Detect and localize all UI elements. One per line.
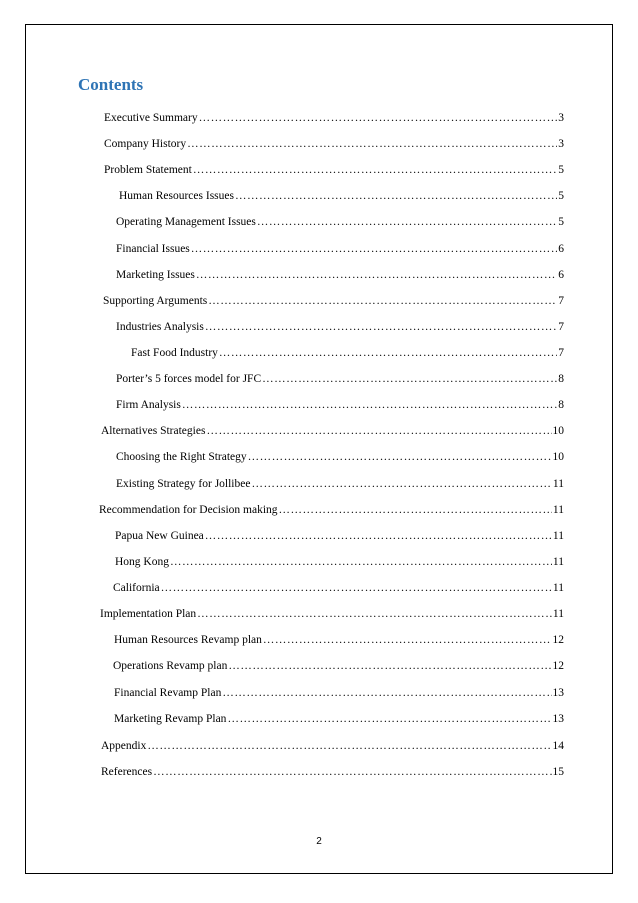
toc-entry[interactable] <box>116 216 564 230</box>
toc-dot-leader <box>248 451 552 463</box>
toc-dot-leader <box>196 269 557 281</box>
toc-entry[interactable] <box>116 451 564 465</box>
toc-entry-label: Financial Revamp Plan <box>114 687 222 699</box>
toc-entry-page: 14 <box>552 740 564 752</box>
toc-entry-page: 11 <box>552 608 564 620</box>
toc-entry-page: 11 <box>552 582 564 594</box>
toc-entry-label: Appendix <box>101 740 147 752</box>
toc-entry-label: Alternatives Strategies <box>101 425 206 437</box>
toc-entry[interactable] <box>116 399 564 413</box>
toc-entry[interactable] <box>101 766 564 780</box>
toc-entry-label: Existing Strategy for Jollibee <box>116 478 251 490</box>
toc-entry[interactable] <box>114 713 564 727</box>
toc-entry-label: Human Resources Revamp plan <box>114 634 262 646</box>
toc-dot-leader <box>182 399 557 411</box>
toc-entry[interactable] <box>113 660 564 674</box>
toc-entry-page: 10 <box>552 425 564 437</box>
toc-entry[interactable] <box>116 269 564 283</box>
toc-entry-page: 6 <box>558 243 564 255</box>
toc-entry[interactable] <box>113 582 564 596</box>
toc-entry-label: Hong Kong <box>115 556 169 568</box>
toc-entry-label: Fast Food Industry <box>131 347 218 359</box>
toc-entry[interactable] <box>116 321 564 335</box>
contents-heading: Contents <box>78 75 144 94</box>
toc-entry-page: 12 <box>552 660 564 672</box>
toc-entry[interactable] <box>115 530 564 544</box>
toc-dot-leader <box>235 190 557 202</box>
toc-dot-leader <box>279 504 552 516</box>
toc-dot-leader <box>219 347 557 359</box>
toc-entry-page: 10 <box>552 451 564 463</box>
toc-entry-label: Operations Revamp plan <box>113 660 228 672</box>
toc-entry-page: 7 <box>558 295 564 307</box>
toc-entry-page: 13 <box>552 687 564 699</box>
toc-entry[interactable] <box>104 138 564 152</box>
toc-dot-leader <box>199 112 558 124</box>
toc-entry-label: Marketing Revamp Plan <box>114 713 227 725</box>
toc-entry-label: Operating Management Issues <box>116 216 256 228</box>
toc-entry-page: 11 <box>552 504 564 516</box>
toc-dot-leader <box>257 216 557 228</box>
toc-entry[interactable] <box>119 190 564 204</box>
toc-dot-leader <box>170 556 552 568</box>
toc-entry-page: 5 <box>558 190 564 202</box>
toc-dot-leader <box>191 243 557 255</box>
toc-entry[interactable] <box>99 504 564 518</box>
toc-entry-label: Recommendation for Decision making <box>99 504 278 516</box>
toc-entry-label: California <box>113 582 160 594</box>
toc-dot-leader <box>205 530 552 542</box>
toc-entry[interactable] <box>101 425 564 439</box>
toc-dot-leader <box>147 740 551 752</box>
toc-entry-label: Papua New Guinea <box>115 530 204 542</box>
toc-entry-label: Executive Summary <box>104 112 198 124</box>
toc-entry-label: Company History <box>104 138 187 150</box>
toc-dot-leader <box>197 608 552 620</box>
toc-entry-label: References <box>101 766 153 778</box>
toc-entry-page: 11 <box>552 530 564 542</box>
page-number: 2 <box>316 836 322 847</box>
toc-dot-leader <box>205 321 557 333</box>
toc-entry-label: Porter’s 5 forces model for JFC <box>116 373 262 385</box>
toc-entry[interactable] <box>115 556 564 570</box>
toc-entry[interactable] <box>114 687 564 701</box>
toc-dot-leader <box>228 660 551 672</box>
toc-dot-leader <box>263 634 552 646</box>
toc-entry[interactable] <box>116 478 564 492</box>
toc-entry-label: Industries Analysis <box>116 321 204 333</box>
toc-entry[interactable] <box>101 740 564 754</box>
toc-dot-leader <box>193 164 557 176</box>
toc-dot-leader <box>161 582 552 594</box>
toc-dot-leader <box>153 766 551 778</box>
toc-dot-leader <box>251 478 551 490</box>
toc-entry-page: 11 <box>552 556 564 568</box>
toc-entry-page: 8 <box>558 399 564 411</box>
toc-entry-page: 5 <box>558 164 564 176</box>
toc-entry-page: 5 <box>558 216 564 228</box>
toc-entry-page: 6 <box>558 269 564 281</box>
toc-entry-label: Marketing Issues <box>116 269 195 281</box>
toc-entry-label: Problem Statement <box>104 164 192 176</box>
toc-entry[interactable] <box>104 164 564 178</box>
toc-dot-leader <box>187 138 557 150</box>
toc-dot-leader <box>208 295 557 307</box>
toc-dot-leader <box>206 425 551 437</box>
toc-entry-label: Firm Analysis <box>116 399 181 411</box>
toc-entry[interactable] <box>103 295 564 309</box>
toc-dot-leader <box>227 713 551 725</box>
toc-entry-page: 15 <box>552 766 564 778</box>
toc-entry[interactable] <box>100 608 564 622</box>
toc-entry-page: 8 <box>558 373 564 385</box>
toc-entry-label: Human Resources Issues <box>119 190 234 202</box>
toc-dot-leader <box>222 687 551 699</box>
toc-entry-page: 12 <box>552 634 564 646</box>
toc-entry-page: 11 <box>552 478 564 490</box>
toc-entry[interactable] <box>114 634 564 648</box>
toc-entry-page: 7 <box>558 321 564 333</box>
toc-entry-page: 13 <box>552 713 564 725</box>
toc-entry[interactable] <box>116 373 564 387</box>
toc-entry-page: 3 <box>558 112 564 124</box>
toc-entry-label: Supporting Arguments <box>103 295 208 307</box>
toc-dot-leader <box>262 373 557 385</box>
toc-entry[interactable] <box>104 112 564 126</box>
toc-entry[interactable] <box>131 347 564 361</box>
toc-entry-label: Choosing the Right Strategy <box>116 451 247 463</box>
toc-entry-page: 3 <box>558 138 564 150</box>
toc-entry-label: Financial Issues <box>116 243 190 255</box>
toc-entry-label: Implementation Plan <box>100 608 197 620</box>
toc-entry-page: 7 <box>558 347 564 359</box>
toc-entry[interactable] <box>116 243 564 257</box>
